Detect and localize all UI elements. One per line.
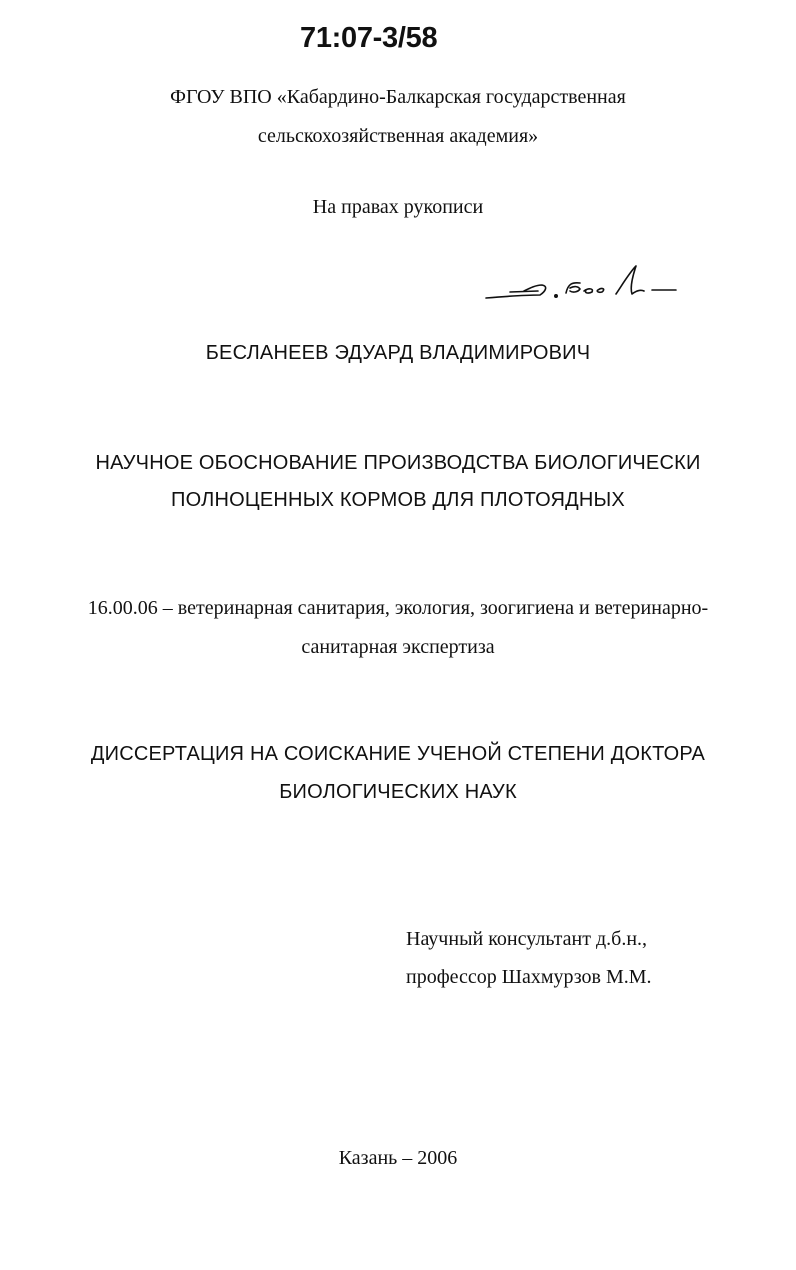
signature-icon bbox=[480, 258, 690, 308]
place-year: Казань – 2006 bbox=[338, 1147, 458, 1169]
manuscript-note: На правах рукописи bbox=[312, 196, 484, 218]
consultant-line-2: профессор Шахмурзов М.М. bbox=[406, 966, 652, 988]
degree-line-1: ДИССЕРТАЦИЯ НА СОИСКАНИЕ УЧЕНОЙ СТЕПЕНИ ДОКТОРА bbox=[90, 743, 706, 765]
dissertation-title-line-2: ПОЛНОЦЕННЫХ КОРМОВ ДЛЯ ПЛОТОЯДНЫХ bbox=[171, 489, 625, 511]
degree-line-2: БИОЛОГИЧЕСКИХ НАУК bbox=[279, 781, 517, 803]
specialty-line-1: 16.00.06 – ветеринарная санитария, экология, зоогигиена и ветеринарно- bbox=[87, 597, 709, 619]
institution-line-1: ФГОУ ВПО «Кабардино-Балкарская государственная bbox=[170, 86, 626, 108]
specialty-line-2: санитарная экспертиза bbox=[301, 636, 495, 658]
consultant-line-1: Научный консультант д.б.н., bbox=[406, 928, 648, 950]
dissertation-title-line-1: НАУЧНОЕ ОБОСНОВАНИЕ ПРОИЗВОДСТВА БИОЛОГИЧЕСКИ bbox=[95, 452, 701, 474]
author-name: БЕСЛАНЕЕВ ЭДУАРД ВЛАДИМИРОВИЧ bbox=[205, 342, 591, 364]
institution-line-2: сельскохозяйственная академия» bbox=[257, 125, 539, 147]
archive-code: 71:07-3/58 bbox=[300, 22, 438, 54]
